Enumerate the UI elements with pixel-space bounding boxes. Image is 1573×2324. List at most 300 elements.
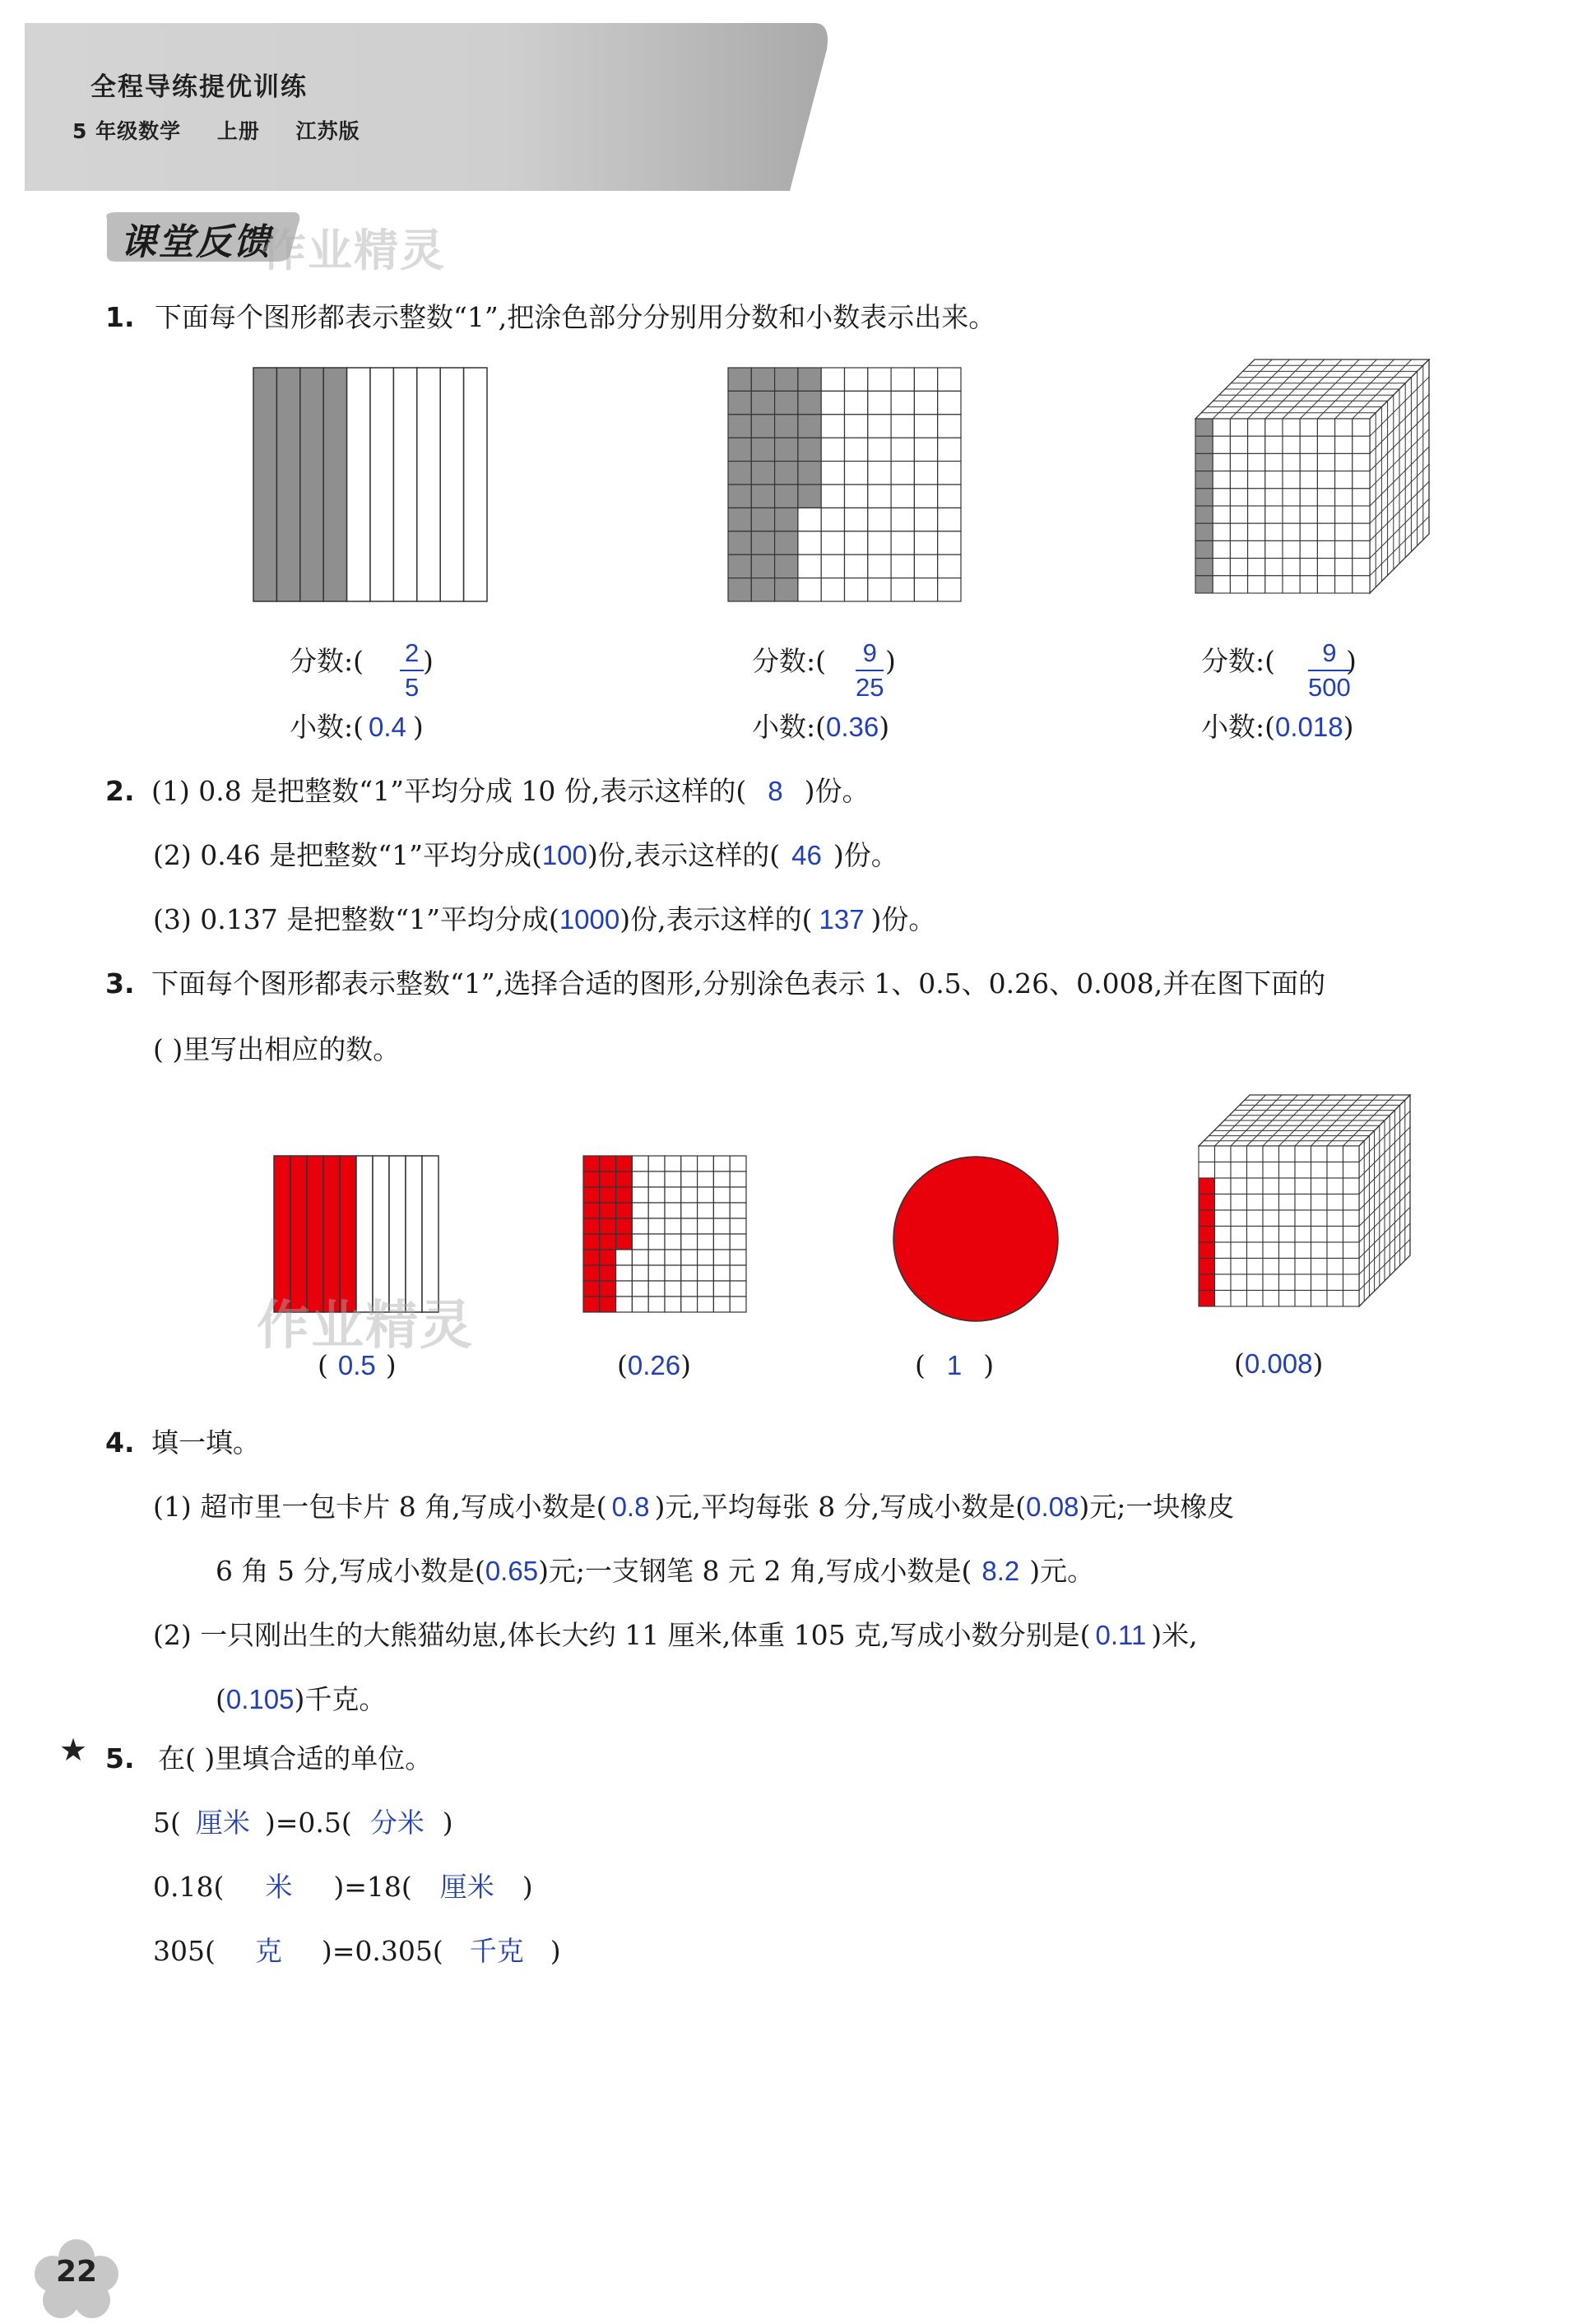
q3-grid-cell: [698, 1203, 714, 1218]
q3-cube-cell: [1263, 1274, 1279, 1291]
q5-1-answer-b: 分米: [369, 1807, 425, 1838]
q3-cube-cell: [1295, 1178, 1311, 1194]
q1-grid-cell: [891, 485, 914, 508]
q1-cube-cell: [1283, 576, 1300, 593]
q1-cube-cell: [1353, 559, 1370, 576]
q1-prompt: [105, 296, 995, 335]
q3-cube-cell: [1311, 1146, 1328, 1162]
q3-grid-cell: [583, 1234, 600, 1250]
q3-grid-cell: [730, 1156, 746, 1171]
q3-cube-cell: [1295, 1274, 1311, 1291]
q1-grid-cell: [891, 391, 914, 414]
q3-cube-cell: [1279, 1227, 1296, 1243]
q3-label-1: ( 0.5 ): [318, 1349, 397, 1381]
q3-cube-cell: [1279, 1259, 1296, 1275]
q3-grid-cell: [600, 1218, 616, 1234]
q3-grid-cell: [665, 1187, 681, 1203]
q3-label-4: (0.008): [1234, 1348, 1324, 1380]
q3-grid-cell: [665, 1218, 681, 1234]
q1-cube-cell: [1230, 506, 1247, 523]
q3-grid-cell: [616, 1203, 633, 1218]
q1-grid-cell: [821, 368, 844, 391]
q1-cube-cell: [1265, 471, 1283, 489]
q1-cube-cell: [1265, 559, 1283, 576]
q3-grid-cell: [665, 1156, 681, 1171]
q3-grid-cell: [616, 1281, 633, 1297]
q1-strips-strip: [464, 368, 487, 601]
grade-info: [72, 115, 388, 145]
q1-cube-cell: [1300, 506, 1317, 523]
q3-cube-cell: [1231, 1227, 1247, 1243]
q1-grid-cell: [821, 554, 844, 578]
q1-cube-cell: [1300, 436, 1317, 453]
q3-cube-cell: [1199, 1178, 1215, 1194]
q3-cube-cell: [1199, 1242, 1215, 1259]
q3-cube-cell: [1279, 1291, 1296, 1307]
q3-cube-cell: [1311, 1162, 1328, 1179]
q1-grid-cell: [914, 531, 937, 554]
q3-grid-cell: [600, 1234, 616, 1250]
q1-strips-strip: [276, 368, 299, 601]
q1-grid-cell: [798, 438, 821, 461]
q1-cube-cell: [1265, 436, 1283, 453]
q3-cube-cell: [1247, 1227, 1264, 1243]
q3-cube-cell: [1247, 1291, 1264, 1307]
q3-cube-cell: [1199, 1259, 1215, 1275]
q1-cube-cell: [1335, 471, 1353, 489]
q3-cube-cell: [1231, 1210, 1247, 1227]
q3-cube-cell: [1327, 1242, 1343, 1259]
q3-grid-cell: [713, 1171, 730, 1187]
q1-grid-cell: [845, 438, 868, 461]
q1-cube-cell: [1335, 489, 1353, 506]
q1-grid-cell: [845, 531, 868, 554]
q3-grid-cell: [681, 1250, 698, 1265]
q1-grid-cell: [891, 415, 914, 438]
q3-grid-group: [583, 1156, 746, 1312]
q3-grid-cell: [698, 1156, 714, 1171]
q1b-fraction-label: 分数:( ): [752, 645, 896, 677]
q3-cube-cell: [1311, 1194, 1328, 1211]
q2-1-answer: 8: [768, 776, 783, 806]
q3-grid-cell: [681, 1281, 698, 1297]
q1-cube-cell: [1195, 559, 1213, 576]
q1-grid-cell: [751, 578, 774, 601]
q1-grid-cell: [821, 415, 844, 438]
q1-grid-cell: [751, 368, 774, 391]
q1a-decimal-answer: 0.4: [369, 712, 406, 742]
q3-line-2: ( )里写出相应的数。: [153, 1033, 401, 1065]
q1-grid-cell: [891, 554, 914, 578]
q3-cube-cell: [1279, 1210, 1296, 1227]
q3-grid-cell: [616, 1265, 633, 1281]
q1-strips-group: [253, 368, 487, 601]
q1-grid-cell: [938, 415, 961, 438]
q3-cube-cell: [1279, 1178, 1296, 1194]
q1-cube-cell: [1195, 471, 1213, 489]
q3-grid-cell: [713, 1156, 730, 1171]
q3-grid-cell: [632, 1218, 648, 1234]
q3-grid-cell: [632, 1171, 648, 1187]
q1a-fraction-answer: [400, 638, 424, 703]
q1-grid-cell: [868, 485, 891, 508]
q3-grid-cell: [583, 1265, 600, 1281]
q3-grid-cell: [698, 1297, 714, 1312]
q2-2-answer-b: 46: [791, 840, 822, 870]
q3-grid-cell: [681, 1234, 698, 1250]
q1-grid-cell: [914, 368, 937, 391]
q1-grid-cell: [798, 391, 821, 414]
q3-grid-cell: [730, 1250, 746, 1265]
q3-cube-cell: [1215, 1146, 1232, 1162]
q1-cube-cell: [1230, 559, 1247, 576]
q1-grid-cell: [845, 508, 868, 531]
q3-grid-cell: [632, 1187, 648, 1203]
q1-cube-cell: [1317, 471, 1334, 489]
q1-grid-cell: [728, 508, 751, 531]
q3-grid-cell: [713, 1297, 730, 1312]
q1-cube-cell: [1248, 489, 1265, 506]
q3-cube-cell: [1263, 1146, 1279, 1162]
q1-grid-cell: [775, 391, 798, 414]
q3-figure-grid: [582, 1155, 749, 1315]
q3-grid-cell: [583, 1187, 600, 1203]
q1b-numerator: 9: [856, 638, 884, 671]
q3-cube-cell: [1327, 1210, 1343, 1227]
q1-grid-cell: [751, 508, 774, 531]
q1-cube-cell: [1230, 489, 1247, 506]
q1-grid-cell: [798, 462, 821, 485]
q5-row-1: 5( 厘米 )=0.5( 分米 ): [153, 1807, 453, 1839]
q3-circle-shape: [893, 1157, 1058, 1321]
q1-cube-cell: [1335, 419, 1353, 436]
q3-grid-cell: [665, 1171, 681, 1187]
q1-grid-cell: [821, 578, 844, 601]
q2-line-2: (2) 0.46 是把整数“1”平均分成(100)份,表示这样的( 46 )份。: [153, 839, 898, 871]
q3-cube-cell: [1295, 1227, 1311, 1243]
q3-grid-cell: [665, 1250, 681, 1265]
q3-cube-cell: [1263, 1259, 1279, 1275]
q1-cube-cell: [1230, 471, 1247, 489]
page-number: 22: [56, 2255, 98, 2289]
q1c-fraction-answer: [1308, 638, 1351, 703]
q1-cube-cell: [1317, 489, 1334, 506]
q3-cube-cell: [1215, 1210, 1232, 1227]
q3-cube-cell: [1215, 1274, 1232, 1291]
q3-cube-cell: [1199, 1274, 1215, 1291]
q5-row-3: 305( 克 )=0.305( 千克 ): [153, 1935, 561, 1967]
q3-cube-cell: [1231, 1242, 1247, 1259]
q1-grid-cell: [845, 554, 868, 578]
q1-grid-cell: [938, 368, 961, 391]
q3-grid-cell: [730, 1265, 746, 1281]
q1-cube-cell: [1248, 471, 1265, 489]
q1-grid-cell: [891, 531, 914, 554]
q3-cube-cell: [1295, 1210, 1311, 1227]
q1-grid-cell: [751, 415, 774, 438]
q1b-fraction-answer: [856, 638, 884, 703]
q4-2-answer-b: 0.105: [225, 1684, 295, 1714]
q4-title: 4. 填一填。: [105, 1426, 260, 1459]
q1-grid-cell: [914, 438, 937, 461]
q1-cube-cell: [1230, 436, 1247, 453]
q3-grid-cell: [648, 1281, 665, 1297]
q3-cube-cell: [1343, 1178, 1360, 1194]
q1-cube-cell: [1283, 523, 1300, 540]
q1c-denominator: 500: [1308, 673, 1351, 702]
q3-grid-cell: [600, 1203, 616, 1218]
q1b-denominator: 25: [856, 673, 884, 702]
q1-grid-cell: [845, 415, 868, 438]
q1-strips-strip: [300, 368, 323, 601]
q1-grid-cell: [751, 485, 774, 508]
q3-grid-cell: [583, 1218, 600, 1234]
q1-grid-cell: [914, 485, 937, 508]
q3-cube-cell: [1247, 1194, 1264, 1211]
q3-cube-cell: [1231, 1274, 1247, 1291]
q3-cube-cell: [1231, 1162, 1247, 1179]
q1-grid-cell: [751, 438, 774, 461]
q1-cube-cell: [1300, 453, 1317, 471]
q1-cube-cell: [1335, 506, 1353, 523]
q3-cube-cell: [1343, 1162, 1360, 1179]
q3-cube-cell: [1343, 1291, 1360, 1307]
q3-grid-cell: [713, 1218, 730, 1234]
q1a-fraction-label: 分数:( ): [290, 645, 434, 677]
q3-cube-cell: [1247, 1242, 1264, 1259]
q3-cube-cell: [1199, 1227, 1215, 1243]
q1-grid-cell: [938, 462, 961, 485]
q3-grid-cell: [698, 1265, 714, 1281]
q3-grid-cell: [665, 1203, 681, 1218]
q3-cube-cell: [1311, 1178, 1328, 1194]
q1-cube-cell: [1195, 576, 1213, 593]
q3-cube-cell: [1215, 1162, 1232, 1179]
q3-grid-cell: [698, 1281, 714, 1297]
q1-cube-cell: [1317, 559, 1334, 576]
q1-grid-cell: [845, 368, 868, 391]
q1-grid-cell: [798, 578, 821, 601]
q1-cube-cell: [1230, 523, 1247, 540]
q3-grid-cell: [600, 1281, 616, 1297]
q1-cube-cell: [1353, 471, 1370, 489]
q3-cube-cell: [1343, 1210, 1360, 1227]
q3-grid-cell: [713, 1234, 730, 1250]
q3-cube-cell: [1199, 1146, 1215, 1162]
q2-number: 2.: [105, 775, 135, 807]
q3-grid-cell: [583, 1250, 600, 1265]
q1-grid-cell: [775, 578, 798, 601]
q1-grid-cell: [775, 485, 798, 508]
q3-grid-cell: [681, 1187, 698, 1203]
q3-grid-cell: [698, 1171, 714, 1187]
q1-grid-cell: [775, 462, 798, 485]
q1-cube-cell: [1230, 453, 1247, 471]
q1-cube-cell: [1195, 540, 1213, 558]
q3-label-2: (0.26): [617, 1349, 691, 1381]
q2-2-answer-a: 100: [541, 840, 587, 870]
q1-cube-cell: [1230, 540, 1247, 558]
q1-grid-cell: [868, 508, 891, 531]
q1-grid-cell: [821, 508, 844, 531]
q3-cube-cell: [1279, 1274, 1296, 1291]
q3-cube-cell: [1295, 1146, 1311, 1162]
q3-grid-cell: [730, 1218, 746, 1234]
q1-cube-cell: [1300, 471, 1317, 489]
q3-cube-cell: [1327, 1194, 1343, 1211]
q3-cube-cell: [1311, 1274, 1328, 1291]
q3-grid-cell: [600, 1265, 616, 1281]
q3-grid-cell: [713, 1203, 730, 1218]
q1-cube-cell: [1213, 419, 1230, 436]
q1c-decimal-answer: 0.018: [1275, 712, 1343, 742]
q1-grid-cell: [868, 554, 891, 578]
q3-cube-cell: [1311, 1242, 1328, 1259]
q1-grid-cell: [938, 485, 961, 508]
q3-cube-cell: [1263, 1210, 1279, 1227]
q1-cube-cell: [1195, 523, 1213, 540]
q1-cube-cell: [1265, 523, 1283, 540]
q3-grid-cell: [713, 1265, 730, 1281]
q3-cube-cell: [1199, 1194, 1215, 1211]
q1-cube-cell: [1248, 540, 1265, 558]
q1-figure-grid: [727, 367, 963, 604]
q1-cube-cell: [1195, 489, 1213, 506]
q1-grid-cell: [868, 368, 891, 391]
q3-grid-cell: [698, 1250, 714, 1265]
q1-cube-cell: [1213, 489, 1230, 506]
q1-strips-strip: [347, 368, 370, 601]
q1a-numerator: 2: [400, 638, 424, 671]
q2-line-1: 2. (1) 0.8 是把整数“1”平均分成 10 份,表示这样的( 8 )份。: [105, 775, 870, 807]
q1-grid-cell: [798, 554, 821, 578]
q1-cube-cell: [1265, 540, 1283, 558]
q3-cube-cell: [1247, 1259, 1264, 1275]
q4-2-answer-a: 0.11: [1095, 1620, 1147, 1650]
q1-grid-cell: [845, 578, 868, 601]
q1-cube-cell: [1248, 453, 1265, 471]
q3-grid-cell: [616, 1250, 633, 1265]
q3-cube-cell: [1247, 1146, 1264, 1162]
q1-grid-cell: [821, 391, 844, 414]
q1-grid-cell: [868, 391, 891, 414]
q3-cube-cell: [1295, 1162, 1311, 1179]
q2-3-answer-b: 137: [819, 904, 865, 935]
q1c-fraction-label: 分数:( ): [1201, 645, 1357, 677]
q3-cube-cell: [1279, 1194, 1296, 1211]
q1a-denominator: 5: [405, 673, 420, 702]
q1-cube-cell: [1283, 506, 1300, 523]
q3-grid-cell: [583, 1297, 600, 1312]
q1-cube-cell: [1248, 436, 1265, 453]
q1c-decimal-label: 小数:(0.018): [1201, 711, 1354, 743]
section-title: 课堂反馈: [120, 221, 271, 263]
q5-2-answer-a: 米: [265, 1872, 293, 1902]
q1-strips-strip: [323, 368, 346, 601]
q1-figure-cube: [1195, 359, 1431, 610]
q1b-decimal-answer: 0.36: [826, 712, 879, 742]
q3-cube-cell: [1279, 1146, 1296, 1162]
q3-cube-cell: [1247, 1162, 1264, 1179]
q3-grid-cell: [632, 1156, 648, 1171]
q1-cube-cell: [1248, 523, 1265, 540]
q1-grid-cell: [751, 554, 774, 578]
q1-cube-cell: [1213, 471, 1230, 489]
q1-cube-cell: [1265, 489, 1283, 506]
q3-cube-group: [1199, 1095, 1410, 1306]
q1-cube-cell: [1213, 523, 1230, 540]
watermark-2: 作业精灵: [257, 1296, 474, 1357]
q3-grid-cell: [600, 1156, 616, 1171]
grade-subject: 5 年级数学: [72, 119, 182, 143]
q1-cube-cell: [1283, 436, 1300, 453]
q3-grid-cell: [730, 1203, 746, 1218]
q3-cube-cell: [1343, 1146, 1360, 1162]
q1-cube-cell: [1248, 419, 1265, 436]
q1-grid-cell: [891, 508, 914, 531]
q3-grid-cell: [681, 1156, 698, 1171]
q1-cube-cell: [1300, 489, 1317, 506]
q3-cube-cell: [1327, 1227, 1343, 1243]
q1c-numerator: 9: [1308, 638, 1351, 671]
q3-cube-cell: [1263, 1194, 1279, 1211]
q3-grid-cell: [648, 1297, 665, 1312]
q1-cube-cell: [1353, 523, 1370, 540]
q4-1-answer-b: 0.08: [1026, 1491, 1079, 1522]
q1-grid-cell: [775, 531, 798, 554]
q1-grid-cell: [821, 438, 844, 461]
q3-cube-cell: [1343, 1194, 1360, 1211]
q1-strips-strip: [417, 368, 440, 601]
q3-grid-cell: [730, 1187, 746, 1203]
q1-grid-cell: [798, 508, 821, 531]
q3-cube-cell: [1231, 1146, 1247, 1162]
grade-volume: 上册: [216, 119, 260, 143]
q1-cube-cell: [1335, 523, 1353, 540]
q1-grid-cell: [728, 485, 751, 508]
q3-grid-cell: [600, 1297, 616, 1312]
q3-grid-cell: [648, 1234, 665, 1250]
q1-cube-cell: [1283, 540, 1300, 558]
q3-cube-cell: [1311, 1227, 1328, 1243]
q1-cube-cell: [1283, 471, 1300, 489]
q3-cube-cell: [1343, 1274, 1360, 1291]
q2-line-3: (3) 0.137 是把整数“1”平均分成(1000)份,表示这样的( 137 )份。: [153, 903, 936, 935]
q1b-decimal-label: 小数:(0.36): [752, 711, 890, 743]
q1-grid-cell: [775, 554, 798, 578]
q3-grid-cell: [648, 1187, 665, 1203]
q1-cube-cell: [1317, 419, 1334, 436]
q3-cube-cell: [1327, 1146, 1343, 1162]
q1-strips-strip: [440, 368, 463, 601]
q3-grid-cell: [681, 1203, 698, 1218]
q1-cube-cell: [1353, 489, 1370, 506]
q3-grid-cell: [648, 1171, 665, 1187]
q3-cube-cell: [1215, 1259, 1232, 1275]
q3-grid-cell: [648, 1265, 665, 1281]
q3-cube-cell: [1311, 1291, 1328, 1307]
book-series-title: 全程导练提优训练: [90, 72, 308, 102]
q1-cube-cell: [1213, 453, 1230, 471]
q3-grid-cell: [583, 1171, 600, 1187]
q3-cube-cell: [1327, 1274, 1343, 1291]
q3-grid-cell: [583, 1281, 600, 1297]
q3-number: 3.: [105, 967, 135, 1000]
q1-grid-cell: [938, 391, 961, 414]
q3-cube-cell: [1295, 1291, 1311, 1307]
q3-grid-cell: [648, 1156, 665, 1171]
q3-cube-cell: [1263, 1178, 1279, 1194]
